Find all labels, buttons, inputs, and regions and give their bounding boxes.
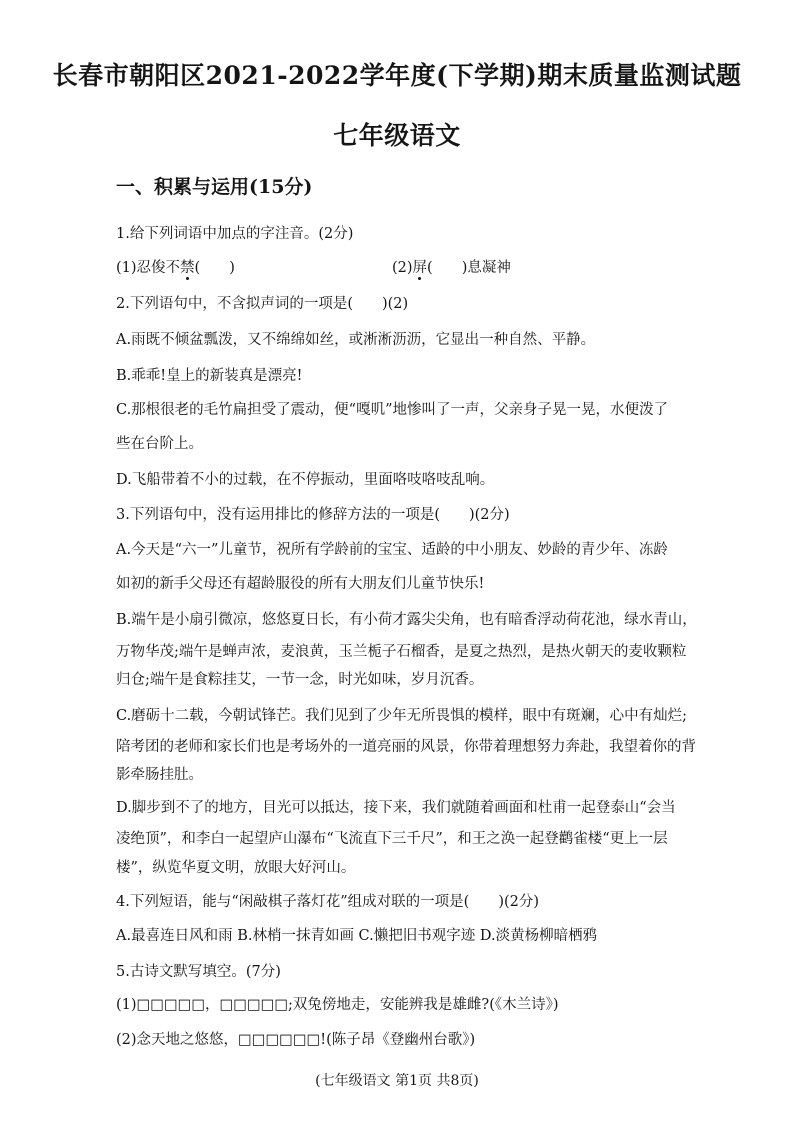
q1-item-1-pre: (1)忍俊不: [116, 260, 181, 276]
page-footer: (七年级语文 第1页 共8页): [315, 1073, 479, 1089]
q2-option-c-line1: C.那根很老的毛竹扁担受了震动，便“嘎叽”地惨叫了一声，父亲身子晃一晃，水便泼了: [116, 402, 669, 418]
q3-option-b-line3: 归仓;端午是食粽挂艾，一节一念，时光如味，岁月沉香。: [116, 672, 484, 688]
q1-item-2-dotted-char: 屏: [412, 260, 428, 276]
q3-option-b-line1: B.端午是小扇引微凉，悠悠夏日长，有小荷才露尖尖角，也有暗香浮动荷花池，绿水青山，: [116, 612, 697, 628]
q3-option-c-line1: C.磨砺十二载，今朝试锋芒。我们见到了少年无所畏惧的模样，眼中有斑斓，心中有灿烂;: [116, 708, 688, 724]
q1-item-1-dotted-char: 禁: [180, 260, 195, 276]
q3-option-c-line2: 陪考团的老师和家长们也是考场外的一道亮丽的风景，你带着理想努力奔赴，我望着你的背: [116, 739, 696, 755]
q4-stem: 4.下列短语，能与“闲敲棋子落灯花”组成对联的一项是( )(2分): [116, 894, 540, 910]
q5-item-2: (2)念天地之悠悠，□□□□□□!(陈子昂《登幽州台歌》): [116, 1032, 476, 1048]
q1-item-1: [116, 256, 235, 277]
q5-stem: 5.古诗文默写填空。(7分): [116, 964, 281, 980]
q3-option-a-line1: A.今天是“六一”儿童节，祝所有学龄前的宝宝、适龄的中小朋友、妙龄的青少年、冻龄: [116, 542, 668, 558]
q2-option-a: A.雨既不倾盆瓢泼，又不绵绵如丝，或淅淅沥沥，它显出一种自然、平静。: [116, 332, 596, 348]
q1-item-2-pre: (2): [392, 260, 413, 276]
q3-option-b-line2: 万物华茂;端午是蝉声浓，麦浪黄，玉兰栀子石榴香，是夏之热烈，是热火朝天的麦收颗粒: [116, 644, 687, 660]
q5-item-1: (1)□□□□□，□□□□□;双兔傍地走，安能辨我是雄雌?(《木兰诗》): [116, 997, 559, 1013]
q1-stem: 1.给下列词语中加点的字注音。(2分): [116, 226, 354, 242]
q3-option-d-line3: 楼”，纵览华夏文明，放眼大好河山。: [116, 860, 356, 876]
q2-option-c-line2: 些在台阶上。: [116, 436, 203, 452]
exam-subject: 七年级语文: [333, 121, 461, 150]
q1-item-1-blank: ( ): [194, 260, 235, 276]
q4-options: A.最喜连日风和雨 B.林梢一抹青如画 C.懒把旧书观字迹 D.淡黄杨柳暗栖鸦: [116, 928, 598, 944]
q2-option-b: B.乖乖!皇上的新装真是漂亮!: [116, 368, 303, 384]
q1-item-2: [392, 256, 511, 277]
q3-stem: 3.下列语句中，没有运用排比的修辞方法的一项是( )(2分): [116, 507, 510, 523]
section-heading: 一、积累与运用(15分): [116, 176, 313, 198]
q2-stem: 2.下列语句中，不含拟声词的一项是( )(2): [116, 296, 409, 312]
q3-option-c-line3: 影牵肠挂肚。: [116, 767, 203, 783]
q3-option-d-line2: 凌绝顶”，和李白一起望庐山瀑布“飞流直下三千尺”，和王之涣一起登鹳雀楼“更上一层: [116, 831, 668, 847]
q3-option-a-line2: 如初的新手父母还有超龄服役的所有大朋友们儿童节快乐!: [116, 576, 485, 592]
q2-option-d: D.飞船带着不小的过载，在不停振动，里面咯吱咯吱乱响。: [116, 472, 495, 488]
q1-item-2-blank: ( )息凝神: [427, 260, 511, 276]
exam-title: 长春市朝阳区2021-2022学年度(下学期)期末质量监测试题: [52, 61, 742, 90]
q3-option-d-line1: D.脚步到不了的地方，目光可以抵达，接下来，我们就随着画面和杜甫一起登泰山“会当: [116, 800, 676, 816]
